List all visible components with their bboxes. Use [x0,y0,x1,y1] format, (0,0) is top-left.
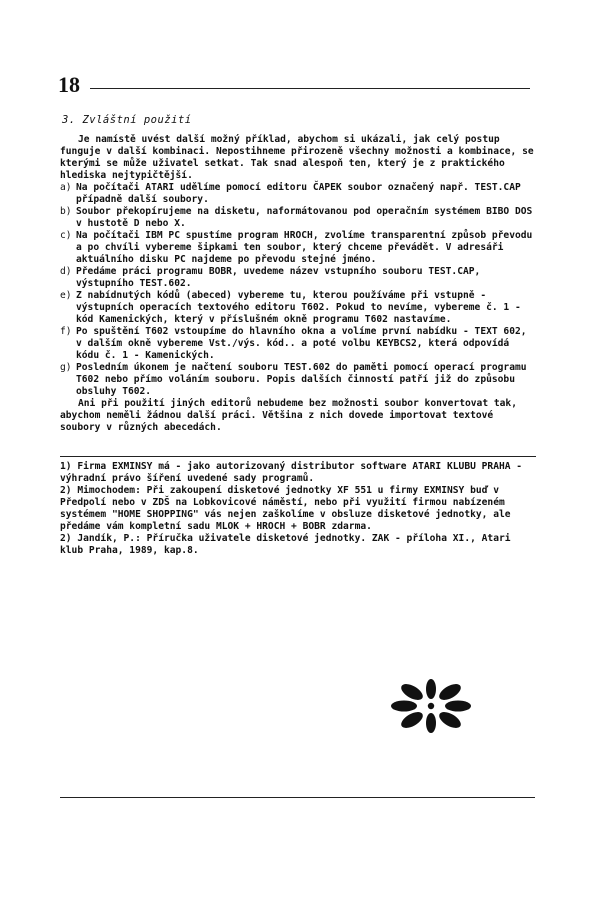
footnote: 2) Mimochodem: Při zakoupení disketové jednotky XF 551 u firmy EXMINSY buď v Předpolí nebo v ZDŠ na Lobkovicové náměstí, nebo při využití firmou nabízeném systémem "HOME SHOPPING" vás nejen zaškolíme v obsluze disketové jednotky, ale předáme vám kompletní sadu MLOK + HROCH + BOBR zdarma. [60,485,511,532]
list-marker: e) [60,290,72,301]
list-marker: a) [60,182,72,193]
list-item-text: Posledním úkonem je načtení souboru TEST.602 do paměti pomocí operací programu T602 nebo přímo voláním souboru. Popis dalších činností patří již do způsobu obsluhy T602. [76,362,527,397]
list-item [60,182,536,206]
closing-paragraph: Ani při použití jiných editorů nebudeme bez možnosti soubor konvertovat tak, abychom neměli žádnou další práci. Většina z nich dovede importovat textové soubory v různých abecedách. [60,398,517,433]
list-item [60,206,536,230]
footnote-rule [60,456,536,457]
section-heading: 3. Zvláštní použití [62,114,192,126]
list-marker: c) [60,230,72,241]
list-item [60,266,536,290]
list-item-text: Předáme práci programu BOBR, uvedeme název vstupního souboru TEST.CAP, výstupního TEST.602. [76,266,481,289]
list-item [60,326,536,362]
list-item [60,290,536,326]
intro-paragraph: Je namístě uvést další možný příklad, abychom si ukázali, jak celý postup funguje v další kombinaci. Nepostihneme přirozeně všechny možnosti a kombinace, se kterými se může uživatel setkat. Tak snad alespoň ten, který je z praktického hlediska nejtypičtější. [60,134,534,181]
list-item [60,362,536,398]
footnotes [60,461,536,557]
header-rule [90,88,530,89]
page-number: 18 [58,72,80,97]
steps-list [60,182,536,398]
list-item-text: Po spuštění T602 vstoupíme do hlavního okna a volíme první nabídku - TEXT 602, v dalším okně vybereme Vst./výs. kód.. a poté volbu KEYBCS2, která odpovídá kódu č. 1 - Kamenických. [76,326,527,361]
list-marker: g) [60,362,72,373]
flower-ornament-icon [386,676,476,736]
bottom-rule [60,797,535,798]
list-item-text: Na počítači ATARI udělíme pomocí editoru ČAPEK soubor označený např. TEST.CAP případně další soubory. [76,182,521,205]
footnote: 2) Jandík, P.: Příručka uživatele disketové jednotky. ZAK - příloha XI., Atari klub Praha, 1989, kap.8. [60,533,511,556]
body-text [60,134,536,434]
list-item-text: Na počítači IBM PC spustíme program HROCH, zvolíme transparentní způsob převodu a po chvíli vybereme šipkami ten soubor, který chceme převádět. V adresáři aktuálního disku PC najdeme po převodu stejné jméno. [76,230,533,265]
list-item-text: Soubor překopírujeme na disketu, naformátovanou pod operačním systémem BIBO DOS v hustotě D nebo X. [76,206,533,229]
footnote: 1) Firma EXMINSY má - jako autorizovaný distributor software ATARI KLUBU PRAHA - výhradní právo šíření uvedené sady programů. [60,461,523,484]
list-item-text: Z nabídnutých kódů (abeced) vybereme tu, kterou používáme při vstupně - výstupních operacích textového editoru T602. Pokud to nevíme, vybereme č. 1 - kód Kamenických, který v příslušném okně programu T602 nastavíme. [76,290,521,325]
list-marker: b) [60,206,72,217]
list-item [60,230,536,266]
list-marker: d) [60,266,72,277]
list-marker: f) [60,326,72,337]
